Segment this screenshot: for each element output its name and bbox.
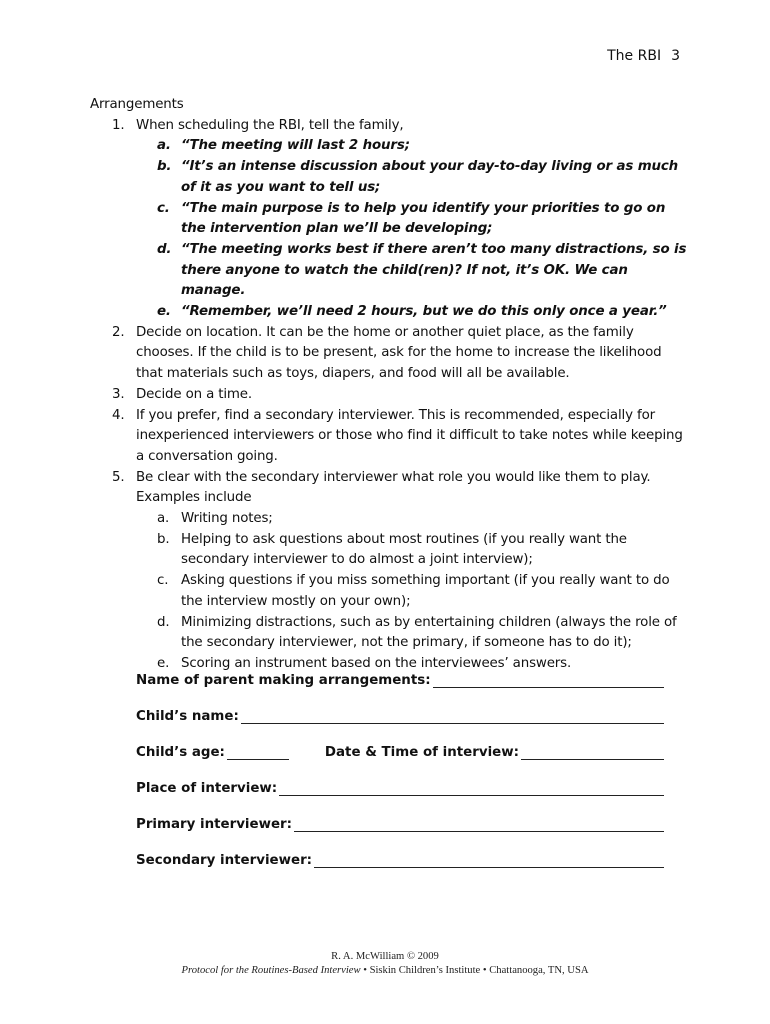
- child-age-label: Child’s age:: [136, 745, 225, 760]
- parent-name-label: Name of parent making arrangements:: [136, 673, 431, 688]
- list-item-text: If you prefer, find a secondary interviewer. This is recommended, especially for inexperienced interviewers or those who find it difficult to take notes while keeping a conversation going.: [136, 407, 683, 464]
- page-footer: [0, 950, 770, 978]
- sub-list-item: e. “Remember, we’ll need 2 hours, but we do this only once a year.”: [157, 304, 667, 320]
- footer-citation: [0, 964, 770, 978]
- page-header: [607, 48, 680, 64]
- list-item: 2. Decide on location. It can be the home or another quiet place, as the family chooses. If the child is to be present, ask for the home to increase the likelihood that materials such as toys, diapers, and food will all be available.: [112, 324, 662, 382]
- list-item-text: Decide on a time.: [136, 386, 252, 402]
- copyright-line: R. A. McWilliam © 2009: [331, 951, 439, 962]
- place-row: [136, 776, 664, 796]
- list-item: 5. Be clear with the secondary interviewer what role you would like them to play. Examples include a. Writing notes; b. Helping to ask questions about most routines (if you really want the secondary interviewer to do almost a joint interview); c. Asking questions if you miss something important (if you really want to do the interview mostly on your own); d. Minimizing distractions, such as by entertaining children (always the role of the secondary interviewer, not the primary, if someone has to do it); e. Scoring an instrument based on the interviewees’ answers.: [90, 468, 690, 675]
- section-title: Arrangements: [90, 97, 184, 112]
- age-date-row: [136, 740, 664, 760]
- arrangements-list: [90, 116, 690, 675]
- secondary-interviewer-label: Secondary interviewer:: [136, 853, 313, 868]
- header-title: The RBI: [607, 48, 662, 64]
- place-field[interactable]: [279, 781, 664, 796]
- family-script-list: [136, 136, 690, 322]
- primary-row: [136, 812, 664, 832]
- list-item: 3. Decide on a time.: [112, 386, 252, 402]
- parent-name-field[interactable]: [433, 673, 664, 688]
- sub-list-item: d. “The meeting works best if there aren’t too many distractions, so is there anyone to watch the child(ren)? If not, it’s OK. We can manage.: [157, 241, 687, 299]
- institute-text: • Siskin Children’s Institute • Chattanooga, TN, USA: [360, 965, 589, 976]
- list-item-text: Be clear with the secondary interviewer what role you would like them to play. Examples include: [136, 469, 651, 506]
- secondary-interviewer-field[interactable]: [314, 853, 664, 868]
- list-item-text: Decide on location. It can be the home or another quiet place, as the family chooses. If the child is to be present, ask for the home to increase the likelihood that materials such as toys, diapers, and food will all be available.: [136, 324, 662, 382]
- arrangements-section: [90, 95, 690, 675]
- sub-list-item: d. Minimizing distractions, such as by entertaining children (always the role of the secondary interviewer, not the primary, if someone has to do it);: [157, 614, 677, 651]
- sub-list-item: b. “It’s an intense discussion about your day-to-day living or as much of it as you want to tell us;: [157, 159, 679, 195]
- page-number: 3: [671, 48, 680, 64]
- sub-list-item: e. Scoring an instrument based on the interviewees’ answers.: [157, 655, 572, 671]
- date-time-field[interactable]: [521, 745, 664, 760]
- place-label: Place of interview:: [136, 781, 278, 796]
- sub-list-item: a. Writing notes;: [157, 511, 273, 527]
- child-name-field[interactable]: [241, 709, 664, 724]
- child-name-row: [136, 704, 664, 724]
- child-name-label: Child’s name:: [136, 709, 239, 724]
- list-item: 1. When scheduling the RBI, tell the family, a. “The meeting will last 2 hours; b. “It’s an intense discussion about your day-to-day living or as much of it as you want to tell us; c. “The main purpose is to help you identify your priorities to go on the intervention plan we’ll be developing; d. “The meeting works best if there aren’t too many distractions, so is there anyone to watch the child(ren)? If not, it’s OK. We can manage. e. “Remember, we’ll need 2 hours, but we do this only once a year.”: [90, 116, 690, 323]
- primary-interviewer-field[interactable]: [294, 817, 664, 832]
- sub-list-item: c. Asking questions if you miss something important (if you really want to do the interview mostly on your own);: [157, 573, 670, 609]
- secondary-row: [136, 848, 664, 868]
- protocol-title: Protocol for the Routines-Based Interview: [181, 965, 361, 976]
- sub-list-item: c. “The main purpose is to help you identify your priorities to go on the intervention plan we’ll be developing;: [157, 200, 666, 237]
- sub-list-item: b. Helping to ask questions about most routines (if you really want the secondary interviewer to do almost a joint interview);: [157, 531, 627, 568]
- list-item-text: When scheduling the RBI, tell the family,: [136, 117, 404, 133]
- primary-interviewer-label: Primary interviewer:: [136, 817, 293, 832]
- secondary-roles-list: [136, 509, 690, 675]
- sub-list-item: a. “The meeting will last 2 hours;: [157, 138, 410, 154]
- parent-name-row: [136, 668, 664, 688]
- list-item: 4. If you prefer, find a secondary interviewer. This is recommended, especially for inexperienced interviewers or those who find it difficult to take notes while keeping a conversation going.: [112, 407, 683, 464]
- date-time-label: Date & Time of interview:: [324, 745, 519, 760]
- child-age-field[interactable]: [227, 745, 289, 760]
